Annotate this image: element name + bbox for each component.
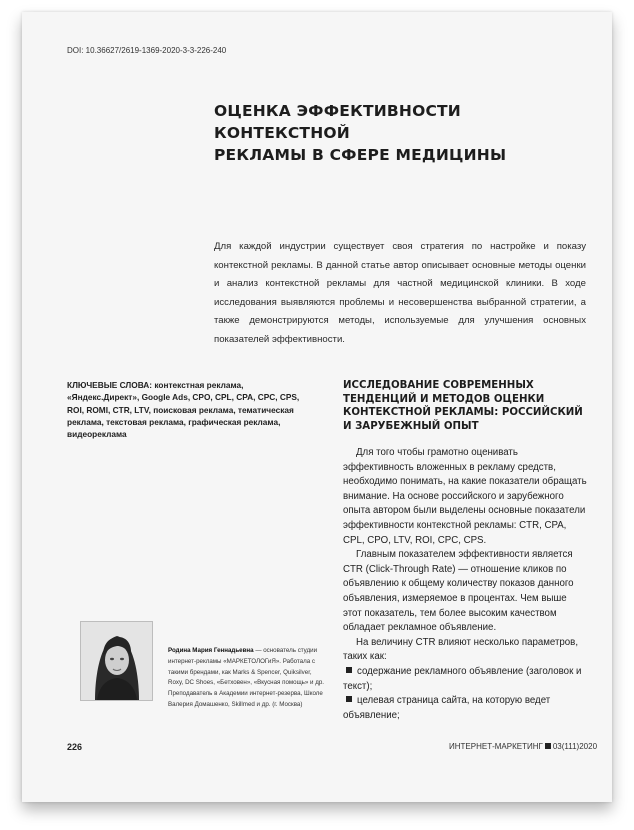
section-heading-line-4: И ЗАРУБЕЖНЫЙ ОПЫТ [343, 420, 479, 432]
body-paragraph-3: На величину CTR влияют несколько параметров, таких как: [343, 636, 579, 663]
author-name: Родина Мария Геннадьевна [168, 647, 254, 654]
journal-page [22, 12, 612, 802]
author-info [168, 646, 328, 711]
abstract [214, 238, 586, 350]
article-title [214, 100, 574, 166]
keywords: КЛЮЧЕВЫЕ СЛОВА: контекстная реклама, «Яндекс.Директ», Google Ads, CPO, CPL, CPA, CPC, CPS, ROI, ROMI, CTR, LTV, поисковая реклама, тематическая реклама, текстовая реклама, графическая реклама, видеореклама [67, 380, 300, 440]
body-paragraph-1: Для того чтобы грамотно оценивать эффективность вложенных в рекламу средств, необходимо понимать, на какие показатели обращать внимание. На основе российского и зарубежного опыта автором были выделены основные показатели эффективности контекстной рекламы: CTR, CPA, CPL, CPO, LTV, ROI, CPC, CPS. [343, 447, 587, 546]
section-heading-line-3: КОНТЕКСТНОЙ РЕКЛАМЫ: РОССИЙСКИЙ [343, 407, 583, 418]
abstract-text: Для каждой индустрии существует своя стратегия по настройке и показу контекстной рекламы. В данной статье автор описывает основные методы оценки и анализ контекстной рекламы для частной медицинской клиники. В ходе исследования выявляются проблемы и несовершенства выбранной стратегии, а также демонстрируются методы, используемые для улучшения основных показателей эффективности. [214, 241, 586, 345]
title-line-1: ОЦЕНКА ЭФФЕКТИВНОСТИ КОНТЕКСТНОЙ [214, 102, 461, 142]
title-line-2: РЕКЛАМЫ В СФЕРЕ МЕДИЦИНЫ [214, 146, 507, 164]
list-item-text: содержание рекламного объявление (заголовок и текст); [343, 665, 582, 692]
list-item-text: целевая страница сайта, на которую ведет объявление; [343, 695, 551, 721]
journal-issue: 03(111)2020 [552, 742, 598, 751]
journal-footer [449, 742, 597, 751]
separator-square-icon [545, 743, 551, 749]
doi-line: DOI: 10.36627/2619-1369-2020-3-3-226-240 [67, 46, 227, 55]
body-paragraph-2: Главным показателем эффективности является CTR (Click-Through Rate) — отношение кликов по объявлению к общему количеству показов данного объявления, измеряемое в процентах. Чем выше этот показатель, тем более высоким качеством обладает рекламное объявление. [343, 549, 574, 634]
body-text [343, 446, 587, 723]
list-item [343, 694, 587, 723]
section-heading-line-1: ИССЛЕДОВАНИЕ СОВРЕМЕННЫХ [343, 380, 534, 391]
author-photo [80, 621, 153, 701]
bullet-square-icon [346, 667, 352, 673]
author-bio: — основатель студии интернет-рекламы «МАРКЕТОЛОГиЯ». Работала с такими брендами, как Marks & Spencer, Quiksilver, Roxy, DC Shoes, «Бетховен», «Вкусная помощь» и др. Преподаватель в Академии интернет-резерва, Школе Валерия Домашенко, Skillmed и др. (г. Москва) [168, 647, 325, 708]
bullet-square-icon [346, 696, 352, 702]
page-number: 226 [67, 742, 83, 752]
section-heading-line-2: ТЕНДЕНЦИЙ И МЕТОДОВ ОЦЕНКИ [343, 393, 545, 405]
section-heading [343, 379, 583, 433]
author-portrait-icon [81, 622, 152, 700]
list-item [343, 665, 587, 694]
journal-name: ИНТЕРНЕТ-МАРКЕТИНГ [449, 742, 543, 751]
